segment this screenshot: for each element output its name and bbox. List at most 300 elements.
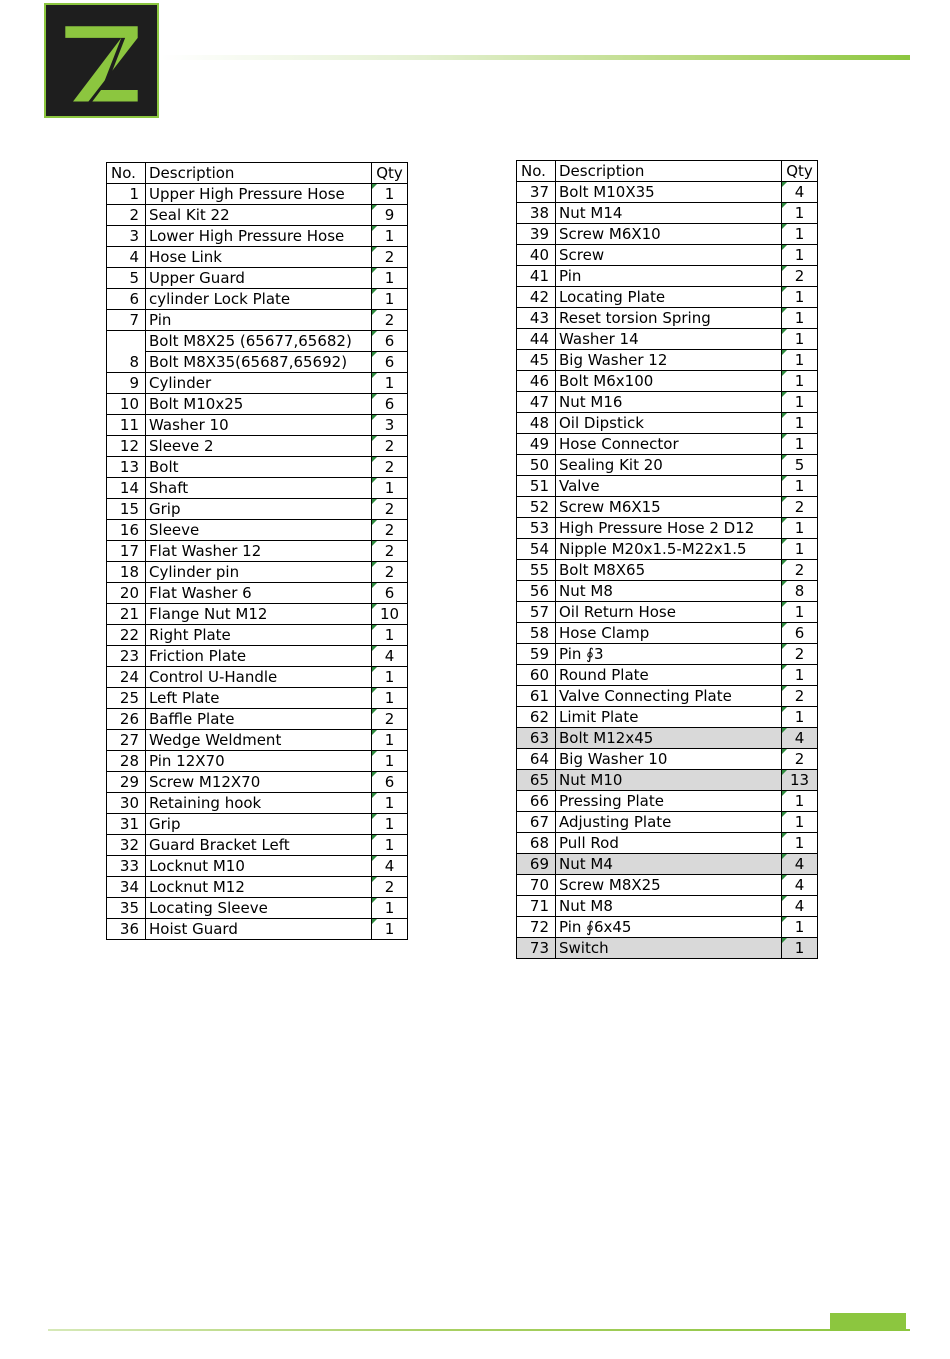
table-row xyxy=(517,854,818,875)
part-qty: 1 xyxy=(782,308,818,329)
table-row xyxy=(107,457,408,478)
table-row xyxy=(517,896,818,917)
part-qty: 6 xyxy=(782,623,818,644)
table-row xyxy=(517,938,818,959)
part-description: Bolt M8X65 xyxy=(556,560,782,581)
parts-table-left xyxy=(106,162,408,940)
part-description: Pin xyxy=(556,266,782,287)
part-qty: 9 xyxy=(372,205,408,226)
part-number: 34 xyxy=(107,877,146,898)
part-number: 20 xyxy=(107,583,146,604)
part-number: 57 xyxy=(517,602,556,623)
part-qty: 1 xyxy=(372,625,408,646)
part-qty: 1 xyxy=(782,203,818,224)
part-number: 62 xyxy=(517,707,556,728)
part-number: 12 xyxy=(107,436,146,457)
part-number: 58 xyxy=(517,623,556,644)
table-row xyxy=(107,877,408,898)
part-number: 7 xyxy=(107,310,146,331)
table-row xyxy=(517,770,818,791)
table-row xyxy=(517,560,818,581)
part-qty: 1 xyxy=(372,268,408,289)
part-qty: 6 xyxy=(372,772,408,793)
table-row xyxy=(517,812,818,833)
part-description: Hose Connector xyxy=(556,434,782,455)
table-row xyxy=(517,182,818,203)
column-header-qty: Qty xyxy=(372,163,408,184)
part-number: 68 xyxy=(517,833,556,854)
part-number: 50 xyxy=(517,455,556,476)
part-description: Nut M8 xyxy=(556,581,782,602)
part-qty: 1 xyxy=(782,413,818,434)
part-number: 73 xyxy=(517,938,556,959)
part-description: Reset torsion Spring xyxy=(556,308,782,329)
part-description: Guard Bracket Left xyxy=(146,835,372,856)
part-qty: 1 xyxy=(372,226,408,247)
part-number: 13 xyxy=(107,457,146,478)
part-number: 3 xyxy=(107,226,146,247)
part-description: Wedge Weldment xyxy=(146,730,372,751)
column-header-description: Description xyxy=(556,161,782,182)
table-row xyxy=(107,667,408,688)
table-row xyxy=(107,331,408,352)
z-logo-icon xyxy=(46,5,157,116)
part-number: 27 xyxy=(107,730,146,751)
table-row xyxy=(517,686,818,707)
part-description: Screw M6X15 xyxy=(556,497,782,518)
part-description: High Pressure Hose 2 D12 xyxy=(556,518,782,539)
part-qty: 2 xyxy=(372,709,408,730)
part-qty: 1 xyxy=(782,665,818,686)
part-number: 51 xyxy=(517,476,556,497)
part-qty: 4 xyxy=(782,182,818,203)
part-qty: 1 xyxy=(372,688,408,709)
table-row xyxy=(107,436,408,457)
part-number: 48 xyxy=(517,413,556,434)
part-qty: 4 xyxy=(782,896,818,917)
part-qty: 1 xyxy=(372,184,408,205)
part-number: 17 xyxy=(107,541,146,562)
part-description: Big Washer 10 xyxy=(556,749,782,770)
part-qty: 1 xyxy=(782,350,818,371)
table-row xyxy=(517,875,818,896)
part-number: 6 xyxy=(107,289,146,310)
column-header-no: No. xyxy=(107,163,146,184)
part-qty: 1 xyxy=(372,289,408,310)
part-qty: 1 xyxy=(782,812,818,833)
part-qty: 1 xyxy=(782,518,818,539)
table-row xyxy=(517,791,818,812)
table-row xyxy=(517,539,818,560)
part-description: Valve xyxy=(556,476,782,497)
part-description: Flat Washer 12 xyxy=(146,541,372,562)
part-qty: 1 xyxy=(782,476,818,497)
table-row xyxy=(517,245,818,266)
table-row xyxy=(107,919,408,940)
part-description: Oil Dipstick xyxy=(556,413,782,434)
part-qty: 2 xyxy=(372,247,408,268)
part-number: 70 xyxy=(517,875,556,896)
part-qty: 1 xyxy=(782,833,818,854)
part-description: Cylinder pin xyxy=(146,562,372,583)
part-qty: 1 xyxy=(372,919,408,940)
table-row xyxy=(107,835,408,856)
part-description: Nipple M20x1.5-M22x1.5 xyxy=(556,539,782,560)
table-row xyxy=(517,476,818,497)
part-number: 40 xyxy=(517,245,556,266)
table-header-row xyxy=(517,161,818,182)
part-description: Sleeve xyxy=(146,520,372,541)
part-number: 61 xyxy=(517,686,556,707)
table-row xyxy=(517,833,818,854)
part-number: 29 xyxy=(107,772,146,793)
table-row xyxy=(107,541,408,562)
part-number: 22 xyxy=(107,625,146,646)
part-number: 42 xyxy=(517,287,556,308)
part-description: Bolt M10x25 xyxy=(146,394,372,415)
part-number: 67 xyxy=(517,812,556,833)
part-description: Grip xyxy=(146,499,372,520)
part-description: Washer 14 xyxy=(556,329,782,350)
part-description: Grip xyxy=(146,814,372,835)
table-row xyxy=(517,602,818,623)
part-qty: 1 xyxy=(372,793,408,814)
part-qty: 6 xyxy=(372,583,408,604)
part-description: Bolt xyxy=(146,457,372,478)
table-row xyxy=(107,352,408,373)
part-description: Pin ∮3 xyxy=(556,644,782,665)
part-description: Pin 12X70 xyxy=(146,751,372,772)
part-number: 69 xyxy=(517,854,556,875)
part-number: 5 xyxy=(107,268,146,289)
part-qty: 2 xyxy=(372,436,408,457)
part-description: cylinder Lock Plate xyxy=(146,289,372,310)
part-qty: 2 xyxy=(782,644,818,665)
table-row xyxy=(517,350,818,371)
part-description: Baffle Plate xyxy=(146,709,372,730)
part-qty: 1 xyxy=(782,938,818,959)
part-description: Bolt M8X35(65687,65692) xyxy=(146,352,372,373)
part-description: Friction Plate xyxy=(146,646,372,667)
part-description: Bolt M6x100 xyxy=(556,371,782,392)
part-description: Upper Guard xyxy=(146,268,372,289)
table-row xyxy=(517,581,818,602)
part-description: Pull Rod xyxy=(556,833,782,854)
part-number: 30 xyxy=(107,793,146,814)
part-description: Sleeve 2 xyxy=(146,436,372,457)
part-number: 72 xyxy=(517,917,556,938)
table-row xyxy=(517,329,818,350)
part-qty: 1 xyxy=(782,791,818,812)
part-number: 31 xyxy=(107,814,146,835)
part-number: 9 xyxy=(107,373,146,394)
part-description: Pin ∮6x45 xyxy=(556,917,782,938)
table-row xyxy=(107,184,408,205)
part-number: 43 xyxy=(517,308,556,329)
part-description: Seal Kit 22 xyxy=(146,205,372,226)
part-description: Nut M8 xyxy=(556,896,782,917)
parts-table-right xyxy=(516,160,818,959)
table-row xyxy=(517,434,818,455)
table-row xyxy=(517,644,818,665)
part-number: 47 xyxy=(517,392,556,413)
part-number: 38 xyxy=(517,203,556,224)
table-row xyxy=(107,625,408,646)
table-row xyxy=(107,793,408,814)
part-number: 49 xyxy=(517,434,556,455)
part-description: Washer 10 xyxy=(146,415,372,436)
part-qty: 1 xyxy=(782,707,818,728)
table-row xyxy=(107,688,408,709)
part-qty: 3 xyxy=(372,415,408,436)
table-row xyxy=(107,709,408,730)
table-row xyxy=(107,520,408,541)
part-description: Retaining hook xyxy=(146,793,372,814)
part-qty: 6 xyxy=(372,352,408,373)
part-number: 28 xyxy=(107,751,146,772)
part-number: 18 xyxy=(107,562,146,583)
part-qty: 1 xyxy=(782,224,818,245)
part-qty: 1 xyxy=(372,751,408,772)
part-description: Adjusting Plate xyxy=(556,812,782,833)
part-qty: 1 xyxy=(372,835,408,856)
part-description: Screw M8X25 xyxy=(556,875,782,896)
part-description: Bolt M12x45 xyxy=(556,728,782,749)
part-description: Flat Washer 6 xyxy=(146,583,372,604)
part-description: Screw xyxy=(556,245,782,266)
table-row xyxy=(107,268,408,289)
part-number: 23 xyxy=(107,646,146,667)
part-number: 63 xyxy=(517,728,556,749)
part-description: Nut M16 xyxy=(556,392,782,413)
part-description: Sealing Kit 20 xyxy=(556,455,782,476)
part-qty: 2 xyxy=(782,749,818,770)
part-description: Locknut M12 xyxy=(146,877,372,898)
column-header-description: Description xyxy=(146,163,372,184)
table-row xyxy=(517,623,818,644)
part-qty: 2 xyxy=(372,310,408,331)
part-qty: 1 xyxy=(782,917,818,938)
part-qty: 1 xyxy=(372,898,408,919)
table-row xyxy=(107,247,408,268)
part-qty: 5 xyxy=(782,455,818,476)
table-row xyxy=(517,203,818,224)
part-number: 44 xyxy=(517,329,556,350)
part-description: Cylinder xyxy=(146,373,372,394)
part-description: Right Plate xyxy=(146,625,372,646)
table-row xyxy=(107,583,408,604)
table-row xyxy=(107,415,408,436)
part-description: Screw M12X70 xyxy=(146,772,372,793)
part-qty: 6 xyxy=(372,394,408,415)
table-row xyxy=(107,898,408,919)
part-number: 64 xyxy=(517,749,556,770)
part-description: Hose Link xyxy=(146,247,372,268)
table-row xyxy=(107,562,408,583)
part-qty: 2 xyxy=(782,560,818,581)
part-qty: 6 xyxy=(372,331,408,352)
part-number: 24 xyxy=(107,667,146,688)
part-description: Bolt M10X35 xyxy=(556,182,782,203)
table-row xyxy=(107,205,408,226)
part-description: Limit Plate xyxy=(556,707,782,728)
part-qty: 2 xyxy=(372,457,408,478)
part-qty: 1 xyxy=(782,539,818,560)
part-description: Pressing Plate xyxy=(556,791,782,812)
table-row xyxy=(517,224,818,245)
table-row xyxy=(107,646,408,667)
part-number: 53 xyxy=(517,518,556,539)
part-description: Nut M10 xyxy=(556,770,782,791)
part-qty: 1 xyxy=(372,373,408,394)
part-number: 26 xyxy=(107,709,146,730)
part-number: 39 xyxy=(517,224,556,245)
column-header-qty: Qty xyxy=(782,161,818,182)
part-number: 46 xyxy=(517,371,556,392)
part-qty: 2 xyxy=(372,499,408,520)
footer-accent-block xyxy=(830,1313,906,1331)
part-qty: 4 xyxy=(782,875,818,896)
part-qty: 2 xyxy=(782,266,818,287)
part-description: Round Plate xyxy=(556,665,782,686)
brand-logo xyxy=(44,3,159,118)
table-row xyxy=(107,730,408,751)
part-number: 56 xyxy=(517,581,556,602)
part-qty: 4 xyxy=(782,854,818,875)
part-description: Locknut M10 xyxy=(146,856,372,877)
part-number: 10 xyxy=(107,394,146,415)
part-description: Shaft xyxy=(146,478,372,499)
part-qty: 1 xyxy=(372,730,408,751)
part-number: 1 xyxy=(107,184,146,205)
table-row xyxy=(517,371,818,392)
part-number: 55 xyxy=(517,560,556,581)
part-qty: 2 xyxy=(372,562,408,583)
part-qty: 13 xyxy=(782,770,818,791)
part-qty: 1 xyxy=(782,245,818,266)
table-row xyxy=(517,497,818,518)
table-row xyxy=(517,287,818,308)
part-qty: 1 xyxy=(782,392,818,413)
part-qty: 2 xyxy=(372,541,408,562)
table-row xyxy=(517,308,818,329)
part-number: 25 xyxy=(107,688,146,709)
part-qty: 1 xyxy=(372,667,408,688)
part-description: Locating Sleeve xyxy=(146,898,372,919)
part-number: 45 xyxy=(517,350,556,371)
table-row xyxy=(517,518,818,539)
part-number: 35 xyxy=(107,898,146,919)
part-description: Oil Return Hose xyxy=(556,602,782,623)
table-row xyxy=(517,749,818,770)
part-qty: 4 xyxy=(372,646,408,667)
part-number: 37 xyxy=(517,182,556,203)
header-rule xyxy=(160,55,910,60)
part-number: 8 xyxy=(107,331,146,373)
part-number: 33 xyxy=(107,856,146,877)
part-description: Switch xyxy=(556,938,782,959)
table-header-row xyxy=(107,163,408,184)
part-description: Flange Nut M12 xyxy=(146,604,372,625)
table-row xyxy=(107,604,408,625)
table-row xyxy=(517,728,818,749)
part-description: Lower High Pressure Hose xyxy=(146,226,372,247)
part-qty: 1 xyxy=(782,371,818,392)
part-number: 60 xyxy=(517,665,556,686)
part-qty: 4 xyxy=(372,856,408,877)
part-description: Locating Plate xyxy=(556,287,782,308)
table-row xyxy=(517,665,818,686)
table-row xyxy=(107,373,408,394)
table-row xyxy=(107,478,408,499)
table-row xyxy=(107,394,408,415)
table-row xyxy=(517,917,818,938)
table-row xyxy=(107,772,408,793)
part-qty: 10 xyxy=(372,604,408,625)
table-row xyxy=(107,499,408,520)
part-number: 59 xyxy=(517,644,556,665)
table-row xyxy=(517,455,818,476)
part-qty: 1 xyxy=(782,287,818,308)
part-number: 66 xyxy=(517,791,556,812)
table-row xyxy=(517,707,818,728)
table-row xyxy=(107,814,408,835)
part-number: 15 xyxy=(107,499,146,520)
part-description: Control U-Handle xyxy=(146,667,372,688)
table-row xyxy=(517,266,818,287)
column-header-no: No. xyxy=(517,161,556,182)
part-number: 16 xyxy=(107,520,146,541)
part-number: 2 xyxy=(107,205,146,226)
table-row xyxy=(107,226,408,247)
part-number: 65 xyxy=(517,770,556,791)
part-qty: 1 xyxy=(372,814,408,835)
table-row xyxy=(107,856,408,877)
part-qty: 8 xyxy=(782,581,818,602)
part-description: Left Plate xyxy=(146,688,372,709)
footer-rule xyxy=(48,1329,910,1331)
part-description: Hose Clamp xyxy=(556,623,782,644)
part-qty: 2 xyxy=(372,877,408,898)
part-qty: 1 xyxy=(372,478,408,499)
part-number: 41 xyxy=(517,266,556,287)
table-row xyxy=(107,310,408,331)
part-description: Nut M4 xyxy=(556,854,782,875)
part-description: Big Washer 12 xyxy=(556,350,782,371)
part-description: Bolt M8X25 (65677,65682) xyxy=(146,331,372,352)
table-row xyxy=(517,413,818,434)
part-number: 36 xyxy=(107,919,146,940)
part-number: 52 xyxy=(517,497,556,518)
part-number: 71 xyxy=(517,896,556,917)
part-description: Nut M14 xyxy=(556,203,782,224)
part-qty: 2 xyxy=(782,686,818,707)
table-row xyxy=(107,289,408,310)
part-description: Pin xyxy=(146,310,372,331)
part-description: Hoist Guard xyxy=(146,919,372,940)
part-qty: 1 xyxy=(782,434,818,455)
part-number: 14 xyxy=(107,478,146,499)
part-number: 4 xyxy=(107,247,146,268)
part-number: 54 xyxy=(517,539,556,560)
part-description: Upper High Pressure Hose xyxy=(146,184,372,205)
part-number: 11 xyxy=(107,415,146,436)
part-number: 32 xyxy=(107,835,146,856)
part-qty: 2 xyxy=(782,497,818,518)
part-qty: 1 xyxy=(782,602,818,623)
part-qty: 2 xyxy=(372,520,408,541)
part-description: Valve Connecting Plate xyxy=(556,686,782,707)
